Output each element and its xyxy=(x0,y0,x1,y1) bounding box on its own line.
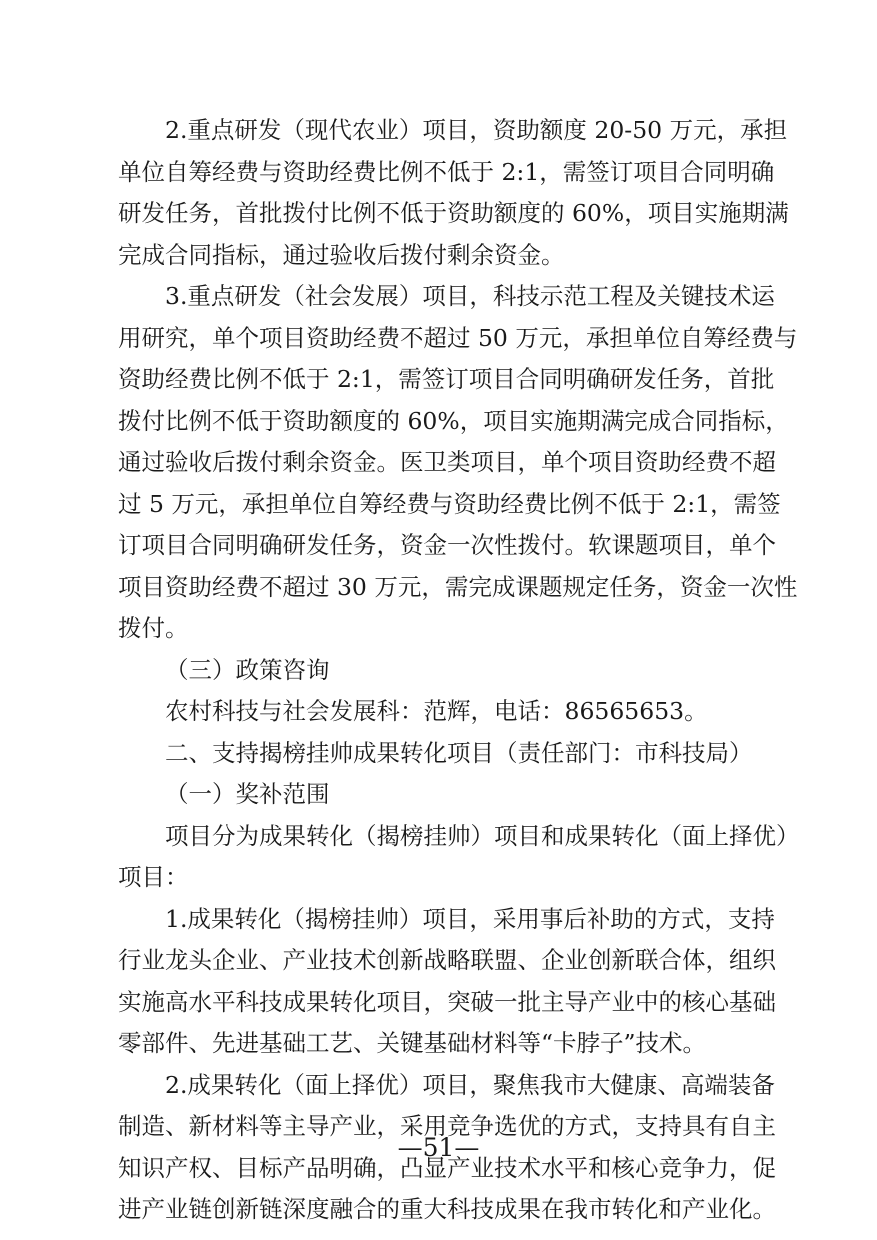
text-line: 实施高水平科技成果转化项目，突破一批主导产业中的核心基础 xyxy=(118,987,776,1016)
text-line: 单位自筹经费与资助经费比例不低于 2:1，需签订项目合同明确 xyxy=(118,157,775,186)
text-line: 项目： xyxy=(118,863,189,891)
text-line: 项目分为成果转化（揭榜挂帅）项目和成果转化（面上择优） xyxy=(165,821,800,850)
text-line: 制造、新材料等主导产业，采用竞争选优的方式，支持具有自主 xyxy=(118,1112,776,1140)
contact-line: 农村科技与社会发展科：范辉，电话：86565653。 xyxy=(165,697,708,725)
text-line: 项目资助经费不超过 30 万元，需完成课题规定任务，资金一次性 xyxy=(118,572,798,601)
text-line: 研发任务，首批拨付比例不低于资助额度的 60%，项目实施期满 xyxy=(118,199,789,227)
text-line: 2.重点研发（现代农业）项目，资助额度 20-50 万元，承担 xyxy=(165,116,788,144)
text-line: 零部件、先进基础工艺、关键基础材料等“卡脖子”技术。 xyxy=(118,1029,707,1057)
text-line: 用研究，单个项目资助经费不超过 50 万元，承担单位自筹经费与 xyxy=(118,323,798,352)
text-line: 知识产权、目标产品明确，凸显产业技术水平和核心竞争力，促 xyxy=(118,1153,776,1182)
text-line: 订项目合同明确研发任务，资金一次性拨付。软课题项目，单个 xyxy=(118,531,776,559)
text-line: 过 5 万元，承担单位自筹经费与资助经费比例不低于 2:1，需签 xyxy=(118,489,781,518)
text-line: 拨付比例不低于资助额度的 60%，项目实施期满完成合同指标， xyxy=(118,406,789,435)
section-heading: （三）政策咨询 xyxy=(165,655,330,684)
text-line: 1.成果转化（揭榜挂帅）项目，采用事后补助的方式，支持 xyxy=(165,904,775,933)
text-line: 资助经费比例不低于 2:1，需签订项目合同明确研发任务，首批 xyxy=(118,365,775,393)
section-heading: 二、支持揭榜挂帅成果转化项目（责任部门：市科技局） xyxy=(165,738,753,767)
text-line: 3.重点研发（社会发展）项目，科技示范工程及关键技术运 xyxy=(165,282,775,310)
body-text xyxy=(118,110,800,1231)
page-number: —51— xyxy=(397,1133,480,1162)
text-line: 2.成果转化（面上择优）项目，聚焦我市大健康、高端装备 xyxy=(165,1070,775,1099)
text-line: 拨付。 xyxy=(118,614,189,642)
text-line: 进产业链创新链深度融合的重大科技成果在我市转化和产业化。 xyxy=(118,1195,776,1223)
text-line: 行业龙头企业、产业技术创新战略联盟、企业创新联合体，组织 xyxy=(118,946,776,974)
text-line: 完成合同指标，通过验收后拨付剩余资金。 xyxy=(118,240,565,269)
section-heading: （一）奖补范围 xyxy=(165,780,330,808)
text-line: 通过验收后拨付剩余资金。医卫类项目，单个项目资助经费不超 xyxy=(118,448,776,476)
